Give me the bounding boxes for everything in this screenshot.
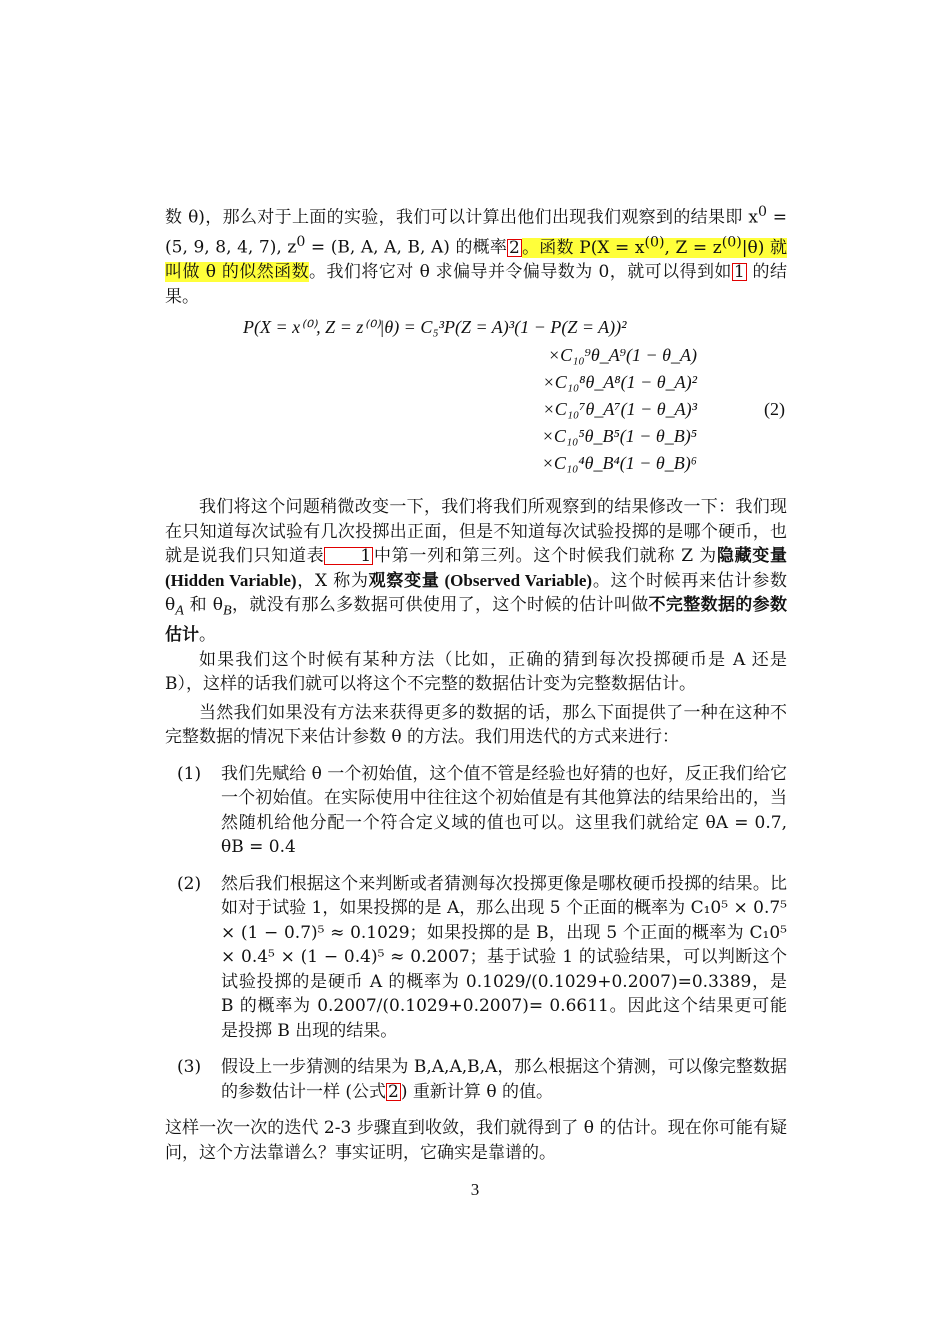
page-number: 3 (470, 1180, 480, 1199)
table-ref-link[interactable]: 1 (733, 262, 745, 283)
equation-number: (2) (764, 399, 785, 420)
list-item: (2) 然后我们根据这个来判断或者猜测每次投掷更像是哪枚硬币投掷的结果。比如对于试验 1，如果投掷的是 A，那么出现 5 个正面的概率为 C₁0⁵ × 0.7⁵ × (1 − 0.7)⁵ ≈ 0.1029；如果投掷的是 B，出现 5 个正面的概率为 C₁0⁵ × 0.4⁵ × (1 − 0.4)⁵ ≈ 0.2007；基于试验 1 的试验结果，可以判断这个试验投掷的是硬币 A 的概率为 0.1029/(0.1029+0.2007)=0.3389，是 B 的概率为 0.2007/(0.1029+0.2007)= 0.6611。因此这个结果更可能是投掷 B 出现的结果。 (177, 873, 787, 1041)
paragraph-iteration-intro: 当然我们如果没有方法来获得更多的数据的话，那么下面提供了一种在这种不完整数据的情况下来估计参数 θ 的方法。我们用迭代的方式来进行： (165, 702, 787, 748)
list-item: (3) 假设上一步猜测的结果为 B,A,A,B,A，那么根据这个猜测，可以像完整数据的参数估计一样 (公式 2 ) 重新计算 θ 的值。 (177, 1057, 787, 1102)
equation-line: ×C₁₀⁷θ_A⁷(1 − θ_A)³ (542, 399, 697, 420)
equation-2 (165, 315, 787, 483)
paragraph-conclusion: 这样一次一次的迭代 2-3 步骤直到收敛，我们就得到了 θ 的估计。现在你可能有疑问，这个方法靠谱么？事实证明，它确实是靠谱的。 (165, 1118, 787, 1163)
highlighted-likelihood-definition: 。函数 $P(X = x^{(0)}$, $Z = z^{(0)}|\theta$) 就叫做 θ 的似然函数 (165, 234, 787, 283)
equation-ref-link[interactable]: 2 (509, 237, 520, 258)
list-item: (1) 我们先赋给 θ 一个初始值，这个值不管是经验也好猜的也好，反正我们给它一个初始值。在实际使用中往往这个初始值是有其他算法的结果给出的，当然随机给他分配一个符合定义域的值也可以。这里我们就给定 θA = 0.7, θB = 0.4 (177, 763, 787, 858)
paragraph-hidden-variable: 我们将这个问题稍微改变一下，我们将我们所观察到的结果修改一下：我们现在只知道每次试验有几次投掷出正面，但是不知道每次试验投掷的是哪个硬币，也就是说我们只知道表 1 中第一列和第三列。这个时候我们就称 Z 为隐藏变量 (Hidden Variable)，X 称为观察变量 (Observed Variable)。这个时候再来估计参数 $\theta_A$ 和 $\theta_B$，就没有那么多数据可供使用了，这个时候的估计叫做不完整数据的参数估计。 (165, 497, 788, 646)
paragraph-guess-coin: 如果我们这个时候有某种方法（比如，正确的猜到每次投掷硬币是 A 还是 B），这样的话我们就可以将这个不完整的数据估计变为完整数据估计。 (165, 649, 787, 695)
term-observed-variable: 观察变量 (368, 570, 440, 591)
step-list (165, 762, 787, 1105)
equation-ref-link[interactable]: 2 (388, 1081, 399, 1102)
equation-line: P(X = x⁽⁰⁾, Z = z⁽⁰⁾|θ) = C₅³P(Z = A)³(1 − P(Z = A))² (243, 317, 627, 338)
term-incomplete-estimation: 不完整数据的参数估计 (165, 595, 788, 646)
equation-line: ×C₁₀⁹θ_A⁹(1 − θ_A) (548, 345, 697, 366)
table-ref-link[interactable]: 1 (324, 547, 373, 565)
term-hidden-variable: 隐藏变量 (716, 546, 788, 567)
equation-line: ×C₁₀⁵θ_B⁵(1 − θ_B)⁵ (541, 426, 697, 447)
equation-line: ×C₁₀⁴θ_B⁴(1 − θ_B)⁶ (541, 453, 697, 474)
page-body (165, 200, 787, 1165)
equation-line: ×C₁₀⁸θ_A⁸(1 − θ_A)² (542, 372, 697, 393)
paragraph-likelihood: 数 θ)，那么对于上面的实验，我们可以计算出他们出现我们观察到的结果即 $x^0 = (5$, 9, 8, 4, 7), $z^0 = (B$, A, A, B, A) 的概率 2 。函数 $P(X = x^{(0)}$, $Z = z^{(0)}|\theta$) 就叫做 θ 的似然函数。我们将它对 θ 求偏导并令偏导数为 0，就可以得到如 1 的结果。 (165, 204, 787, 307)
